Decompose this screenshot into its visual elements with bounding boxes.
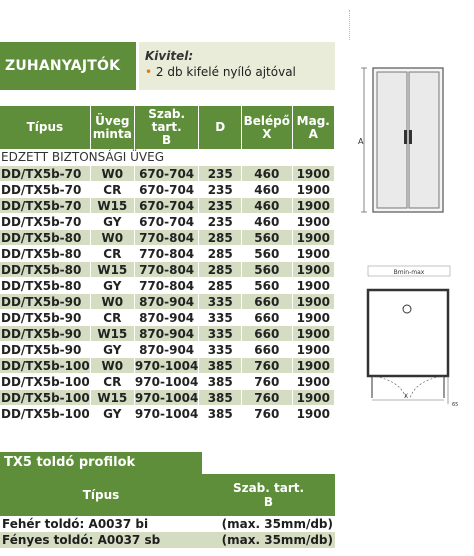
table-cell: DD/TX5b-70	[0, 214, 90, 230]
table-cell: W0	[90, 294, 134, 310]
table-cell: CR	[90, 182, 134, 198]
table-cell: 1900	[292, 406, 334, 422]
table-row	[0, 358, 335, 374]
table-cell: 335	[199, 326, 242, 342]
table-cell: 560	[242, 246, 292, 262]
col-header-text: D	[215, 120, 226, 134]
table-cell: 235	[199, 166, 242, 182]
table-cell: DD/TX5b-80	[0, 230, 90, 246]
table-row	[0, 182, 335, 198]
bullet-icon: •	[145, 65, 153, 79]
kivitel-line	[145, 64, 329, 80]
profiles-table	[0, 474, 335, 548]
table-col-header	[0, 106, 90, 149]
table-row	[0, 214, 335, 230]
table-col-header	[292, 106, 334, 149]
table-row	[0, 262, 335, 278]
table-cell: 560	[242, 262, 292, 278]
table-header	[0, 106, 335, 149]
table-cell: GY	[90, 406, 134, 422]
profiles-title: TX5 toldó profilok	[0, 452, 202, 474]
table-cell: 770-804	[134, 230, 198, 246]
table-cell: 870-904	[134, 342, 198, 358]
table-cell: DD/TX5b-80	[0, 262, 90, 278]
table-cell: 235	[199, 214, 242, 230]
col-header-text: X	[262, 126, 272, 141]
table-cell: DD/TX5b-70	[0, 166, 90, 182]
table-cell: 460	[242, 182, 292, 198]
section-label: EDZETT BIZTONSÁGI ÜVEG	[0, 149, 335, 166]
table-row	[0, 278, 335, 294]
kivitel-title: Kivitel:	[145, 49, 194, 63]
table-cell: W15	[90, 390, 134, 406]
table-row	[0, 532, 335, 548]
table-cell: 760	[242, 374, 292, 390]
table-cell: 770-804	[134, 262, 198, 278]
table-cell: 385	[199, 406, 242, 422]
table-cell: 970-1004	[134, 390, 199, 405]
section-title: ZUHANYAJTÓK	[0, 42, 136, 90]
table-cell: 970-1004	[134, 406, 199, 421]
label-bmin: Bmin-max	[393, 269, 425, 276]
table-cell: 1900	[292, 358, 334, 374]
table-cell: GY	[90, 278, 134, 294]
table-row	[0, 198, 335, 214]
col-header-text: B	[162, 133, 172, 147]
table-cell: GY	[90, 214, 134, 230]
col-header-text: Belépő	[243, 113, 291, 128]
col-header-text: Üveg	[95, 113, 130, 128]
table-cell: W0	[90, 230, 134, 246]
table-cell: 870-904	[134, 294, 198, 310]
profile-name: Fényes toldó: A0037 sb	[0, 532, 202, 548]
col-header-text: Mag.	[296, 113, 330, 128]
table-cell: DD/TX5b-80	[0, 278, 90, 294]
front-view-diagram	[356, 62, 446, 222]
profile-size: (max. 35mm/db)	[202, 532, 335, 548]
table-col-header	[90, 106, 134, 149]
table-cell: 385	[199, 390, 242, 406]
col-header-text: Típus	[26, 120, 64, 134]
table-cell: 870-904	[134, 326, 198, 342]
table-cell: 660	[242, 310, 292, 326]
table-row	[0, 310, 335, 326]
table-row	[0, 230, 335, 246]
table-cell: 560	[242, 230, 292, 246]
table-cell: 1900	[292, 390, 334, 406]
table-cell: 285	[199, 278, 242, 294]
table-cell: DD/TX5b-100	[1, 358, 90, 373]
kivitel-text: 2 db kifelé nyíló ajtóval	[155, 65, 296, 79]
table-cell: DD/TX5b-90	[0, 310, 90, 326]
table-cell: 285	[199, 230, 242, 246]
table-cell: 670-704	[134, 198, 198, 214]
table-cell: CR	[90, 246, 134, 262]
table-cell: DD/TX5b-70	[0, 198, 90, 214]
table-cell: W15	[90, 198, 134, 214]
table-cell: 670-704	[134, 182, 198, 198]
profiles-col-size-l1: Szab. tart.	[232, 481, 305, 495]
table-cell: DD/TX5b-90	[0, 294, 90, 310]
table-cell: 660	[242, 294, 292, 310]
table-row	[0, 342, 335, 358]
table-cell: 760	[242, 358, 292, 374]
table-cell: 1900	[292, 198, 334, 214]
table-cell: DD/TX5b-90	[0, 342, 90, 358]
table-cell: 1900	[292, 278, 334, 294]
profile-size: (max. 35mm/db)	[202, 516, 335, 532]
profile-name: Fehér toldó: A0037 bi	[0, 516, 202, 532]
table-cell: 460	[242, 198, 292, 214]
table-cell: 660	[242, 326, 292, 342]
table-cell: DD/TX5b-100	[1, 406, 90, 421]
profiles-col-type: Típus	[0, 474, 202, 516]
section-row	[0, 149, 335, 166]
table-cell: 1900	[292, 166, 334, 182]
table-cell: GY	[90, 342, 134, 358]
table-cell: 335	[199, 294, 242, 310]
table-row	[0, 326, 335, 342]
table-col-header	[242, 106, 292, 149]
table-cell: 660	[242, 342, 292, 358]
table-cell: W15	[90, 262, 134, 278]
table-cell: W0	[90, 358, 134, 374]
table-cell: DD/TX5b-100	[1, 390, 90, 405]
table-cell: DD/TX5b-100	[1, 374, 90, 389]
table-cell: 1900	[292, 294, 334, 310]
table-cell: 285	[199, 246, 242, 262]
profiles-header	[0, 474, 335, 516]
table-row	[0, 390, 335, 406]
table-col-header	[199, 106, 242, 149]
top-view-diagram	[360, 262, 460, 412]
table-cell: 560	[242, 278, 292, 294]
table-cell: 670-704	[134, 166, 198, 182]
table-col-header	[134, 106, 198, 149]
product-table	[0, 106, 335, 422]
table-row	[0, 374, 335, 390]
table-cell: 460	[242, 166, 292, 182]
col-header-text: Szab. tart.	[148, 107, 186, 134]
label-d: 65	[452, 402, 459, 408]
table-cell: 760	[242, 390, 292, 406]
kivitel-box	[139, 42, 335, 90]
table-cell: 235	[199, 198, 242, 214]
table-cell: CR	[90, 374, 134, 390]
separator-dots	[349, 10, 351, 40]
table-cell: 1900	[292, 342, 334, 358]
profiles-col-size-l2: B	[263, 495, 274, 509]
table-cell: 385	[199, 358, 242, 374]
table-cell: DD/TX5b-80	[0, 246, 90, 262]
table-cell: 335	[199, 342, 242, 358]
table-cell: W0	[90, 166, 134, 182]
table-cell: CR	[90, 310, 134, 326]
table-cell: 970-1004	[134, 374, 199, 389]
table-cell: 970-1004	[134, 358, 199, 373]
table-cell: 460	[242, 214, 292, 230]
table-cell: 1900	[292, 246, 334, 262]
table-cell: 1900	[292, 262, 334, 278]
table-row	[0, 406, 335, 422]
table-cell: 1900	[292, 374, 334, 390]
table-cell: 285	[199, 262, 242, 278]
col-header-text: A	[308, 126, 318, 141]
table-cell: 1900	[292, 310, 334, 326]
table-cell: 1900	[292, 230, 334, 246]
table-cell: 385	[199, 374, 242, 390]
table-row	[0, 166, 335, 182]
table-cell: 1900	[292, 182, 334, 198]
table-cell: 235	[199, 182, 242, 198]
table-cell: 770-804	[134, 278, 198, 294]
table-row	[0, 294, 335, 310]
table-cell: W15	[90, 326, 134, 342]
table-row	[0, 246, 335, 262]
table-row	[0, 516, 335, 532]
table-cell: 670-704	[134, 214, 198, 230]
profiles-col-size	[202, 474, 335, 516]
table-cell: 870-904	[134, 310, 198, 326]
table-cell: 770-804	[134, 246, 198, 262]
label-x: X	[403, 393, 409, 400]
table-cell: 335	[199, 310, 242, 326]
table-cell: DD/TX5b-90	[0, 326, 90, 342]
table-cell: 1900	[292, 214, 334, 230]
label-a: A	[358, 137, 364, 146]
col-header-text: minta	[92, 126, 132, 141]
table-cell: 1900	[292, 326, 334, 342]
table-cell: 760	[242, 406, 292, 422]
table-cell: DD/TX5b-70	[0, 182, 90, 198]
